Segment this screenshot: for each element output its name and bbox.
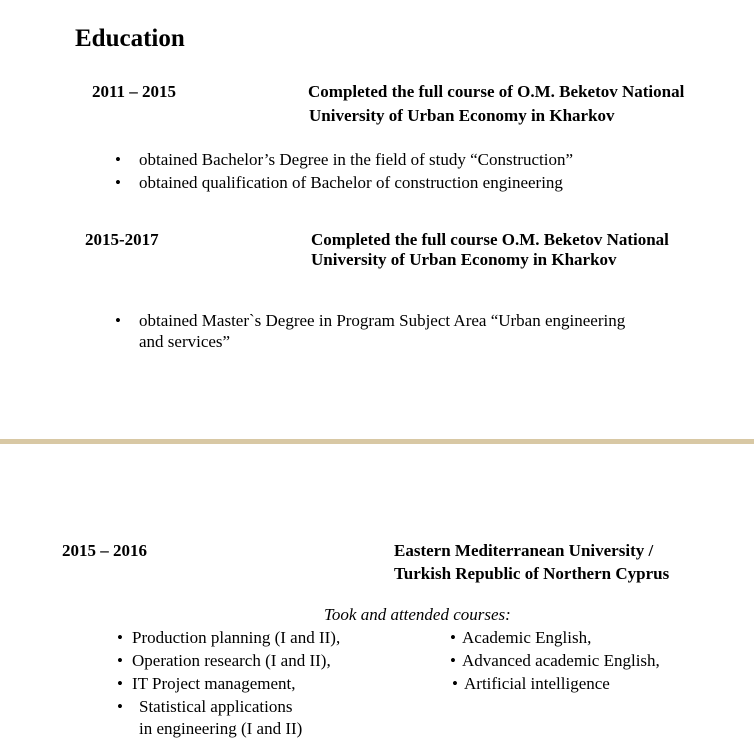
course-text-line1: Statistical applications: [139, 697, 293, 716]
course-text: Artificial intelligence: [464, 674, 610, 693]
course-item: [117, 626, 341, 649]
course-text: Advanced academic English,: [462, 651, 660, 670]
entry-years: 2015 – 2016: [62, 541, 147, 560]
bullet-icon: •: [115, 150, 121, 169]
list-item-text-line2: and services”: [139, 332, 231, 351]
course-item: [117, 695, 303, 738]
list-item: [115, 171, 563, 194]
entry-years: 2011 – 2015: [92, 82, 177, 101]
bullet-icon: •: [452, 674, 458, 693]
list-item-text: obtained Bachelor’s Degree in the field of study “Construction”: [139, 150, 574, 169]
course-text-line2: in engineering (I and II): [139, 719, 303, 738]
courses-label: Took and attended courses:: [324, 605, 511, 624]
page-divider: [0, 439, 754, 444]
entry-institution-line1: Eastern Mediterranean University /: [394, 541, 654, 560]
entry-institution-line1: Completed the full course of O.M. Beketov National: [308, 82, 685, 101]
course-text: Academic English,: [462, 628, 592, 647]
list-item-text: obtained qualification of Bachelor of construction engineering: [139, 173, 563, 192]
bullet-icon: •: [450, 628, 456, 647]
entry-institution-line2: University of Urban Economy in Kharkov: [309, 106, 615, 125]
list-item: [115, 309, 626, 351]
entry-institution-line2: University of Urban Economy in Kharkov: [311, 250, 617, 269]
entry-years: 2015-2017: [85, 230, 159, 249]
course-item: [117, 672, 296, 695]
bullet-icon: •: [450, 651, 456, 670]
list-item: [115, 148, 574, 171]
course-item: [450, 626, 592, 649]
section-heading: Education: [75, 25, 185, 52]
bullet-icon: •: [115, 311, 121, 330]
bullet-icon: •: [117, 628, 123, 647]
bullet-icon: •: [117, 674, 123, 693]
course-text: IT Project management,: [132, 674, 296, 693]
course-text: Production planning (I and II),: [132, 628, 341, 647]
entry-institution-line2: Turkish Republic of Northern Cyprus: [394, 564, 670, 583]
course-item: [450, 649, 660, 672]
bullet-icon: •: [117, 697, 123, 716]
entry-institution-line1: Completed the full course O.M. Beketov National: [311, 230, 669, 249]
course-text: Operation research (I and II),: [132, 651, 331, 670]
bullet-icon: •: [117, 651, 123, 670]
course-item: [117, 649, 331, 672]
bullet-icon: •: [115, 173, 121, 192]
course-item: [452, 672, 610, 695]
list-item-text-line1: obtained Master`s Degree in Program Subject Area “Urban engineering: [139, 311, 626, 330]
